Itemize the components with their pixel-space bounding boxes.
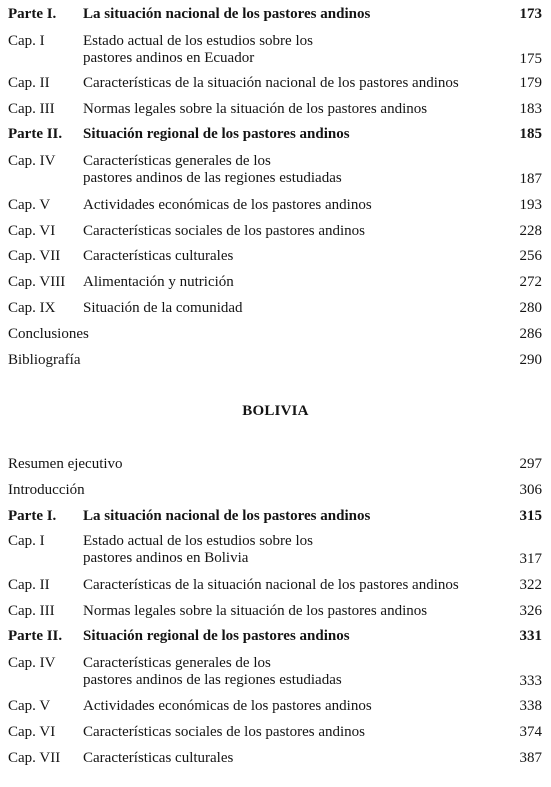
toc-entry-conclusions (8, 326, 542, 343)
toc-page-number: 338 (519, 698, 542, 714)
toc-title: Actividades económicas de los pastores andinos (83, 197, 372, 213)
toc-label: Cap. I (8, 533, 45, 549)
toc-page-number: 317 (519, 551, 542, 567)
toc-page-number: 333 (519, 673, 542, 689)
toc-entry-chapter (8, 197, 542, 214)
toc-label: Conclusiones (8, 326, 89, 342)
toc-label: Cap. VII (8, 248, 61, 264)
toc-title: Características de la situación nacional de los pastores andinos (83, 577, 459, 593)
toc-entry-part (8, 508, 542, 525)
toc-label: Cap. II (8, 75, 50, 91)
toc-title: La situación nacional de los pastores andinos (83, 508, 371, 524)
toc-page-number: 280 (519, 300, 542, 316)
toc-title: La situación nacional de los pastores andinos (83, 6, 371, 22)
toc-label: Cap. IV (8, 153, 56, 169)
toc-page-number: 306 (519, 482, 542, 498)
toc-entry-chapter (8, 533, 542, 568)
toc-title: Alimentación y nutrición (83, 274, 234, 290)
toc-title: Características sociales de los pastores andinos (83, 724, 365, 740)
toc-label: Cap. VII (8, 750, 61, 766)
toc-entry-chapter (8, 153, 542, 188)
toc-entry-bibliography (8, 352, 542, 369)
toc-entry-chapter (8, 274, 542, 291)
toc-title: Características generales de los pastores andinos de las regiones estudiadas (83, 655, 342, 688)
toc-page-number: 272 (519, 274, 542, 290)
toc-title: Características generales de los pastores andinos de las regiones estudiadas (83, 153, 342, 186)
toc-page-number: 331 (519, 628, 542, 644)
toc-entry-chapter (8, 248, 542, 265)
toc-entry-part (8, 628, 542, 645)
toc-entry-chapter (8, 75, 542, 92)
toc-title: Características sociales de los pastores andinos (83, 223, 365, 239)
toc-page-number: 322 (519, 577, 542, 593)
toc-entry-chapter (8, 300, 542, 317)
toc-page-number: 173 (519, 6, 542, 22)
toc-title: Características culturales (83, 248, 234, 264)
toc-entry-part (8, 6, 542, 23)
toc-entry-summary (8, 456, 542, 473)
toc-page-number: 175 (519, 51, 542, 67)
toc-label: Cap. VIII (8, 274, 66, 290)
toc-entry-part (8, 126, 542, 143)
toc-page-number: 326 (519, 603, 542, 619)
toc-title: Características culturales (83, 750, 234, 766)
toc-entry-chapter (8, 577, 542, 594)
toc-label: Cap. III (8, 603, 55, 619)
toc-entry-chapter (8, 223, 542, 240)
toc-title: Estado actual de los estudios sobre los pastores andinos en Ecuador (83, 33, 313, 66)
toc-title: Situación regional de los pastores andinos (83, 628, 350, 644)
toc-label: Resumen ejecutivo (8, 456, 123, 472)
toc-page-number: 297 (519, 456, 542, 472)
toc-label: Cap. VI (8, 223, 56, 239)
toc-label: Cap. VI (8, 724, 56, 740)
toc-page-number: 228 (519, 223, 542, 239)
toc-title: Características de la situación nacional de los pastores andinos (83, 75, 459, 91)
toc-title: Actividades económicas de los pastores andinos (83, 698, 372, 714)
toc-page-number: 374 (519, 724, 542, 740)
toc-label: Cap. V (8, 197, 51, 213)
toc-page-number: 185 (519, 126, 542, 142)
toc-page-number: 193 (519, 197, 542, 213)
toc-entry-chapter (8, 33, 542, 68)
toc-label: Cap. III (8, 101, 55, 117)
toc-page-number: 315 (519, 508, 542, 524)
toc-label: Cap. V (8, 698, 51, 714)
toc-title: Normas legales sobre la situación de los pastores andinos (83, 603, 428, 619)
toc-entry-chapter (8, 101, 542, 118)
toc-label: Cap. IX (8, 300, 56, 316)
section-heading-bolivia: BOLIVIA (242, 403, 309, 419)
toc-entry-chapter (8, 655, 542, 690)
toc-label: Cap. II (8, 577, 50, 593)
toc-label: Parte II. (8, 126, 63, 142)
toc-page-number: 256 (519, 248, 542, 264)
toc-label: Parte I. (8, 508, 57, 524)
toc-entry-chapter (8, 724, 542, 741)
toc-label: Bibliografía (8, 352, 81, 368)
toc-title: Situación de la comunidad (83, 300, 243, 316)
toc-entry-introduction (8, 482, 542, 499)
toc-label: Parte I. (8, 6, 57, 22)
toc-entry-chapter (8, 603, 542, 620)
toc-page-number: 183 (519, 101, 542, 117)
toc-title: Situación regional de los pastores andinos (83, 126, 350, 142)
toc-page-number: 187 (519, 171, 542, 187)
toc-title: Estado actual de los estudios sobre los pastores andinos en Bolivia (83, 533, 313, 566)
toc-label: Introducción (8, 482, 85, 498)
toc-label: Cap. I (8, 33, 45, 49)
toc-page-number: 290 (519, 352, 542, 368)
toc-label: Parte II. (8, 628, 63, 644)
toc-page-number: 387 (519, 750, 542, 766)
toc-title: Normas legales sobre la situación de los pastores andinos (83, 101, 428, 117)
toc-entry-chapter (8, 698, 542, 715)
toc-label: Cap. IV (8, 655, 56, 671)
toc-page-number: 179 (519, 75, 542, 91)
toc-entry-chapter (8, 750, 542, 767)
toc-page-number: 286 (519, 326, 542, 342)
